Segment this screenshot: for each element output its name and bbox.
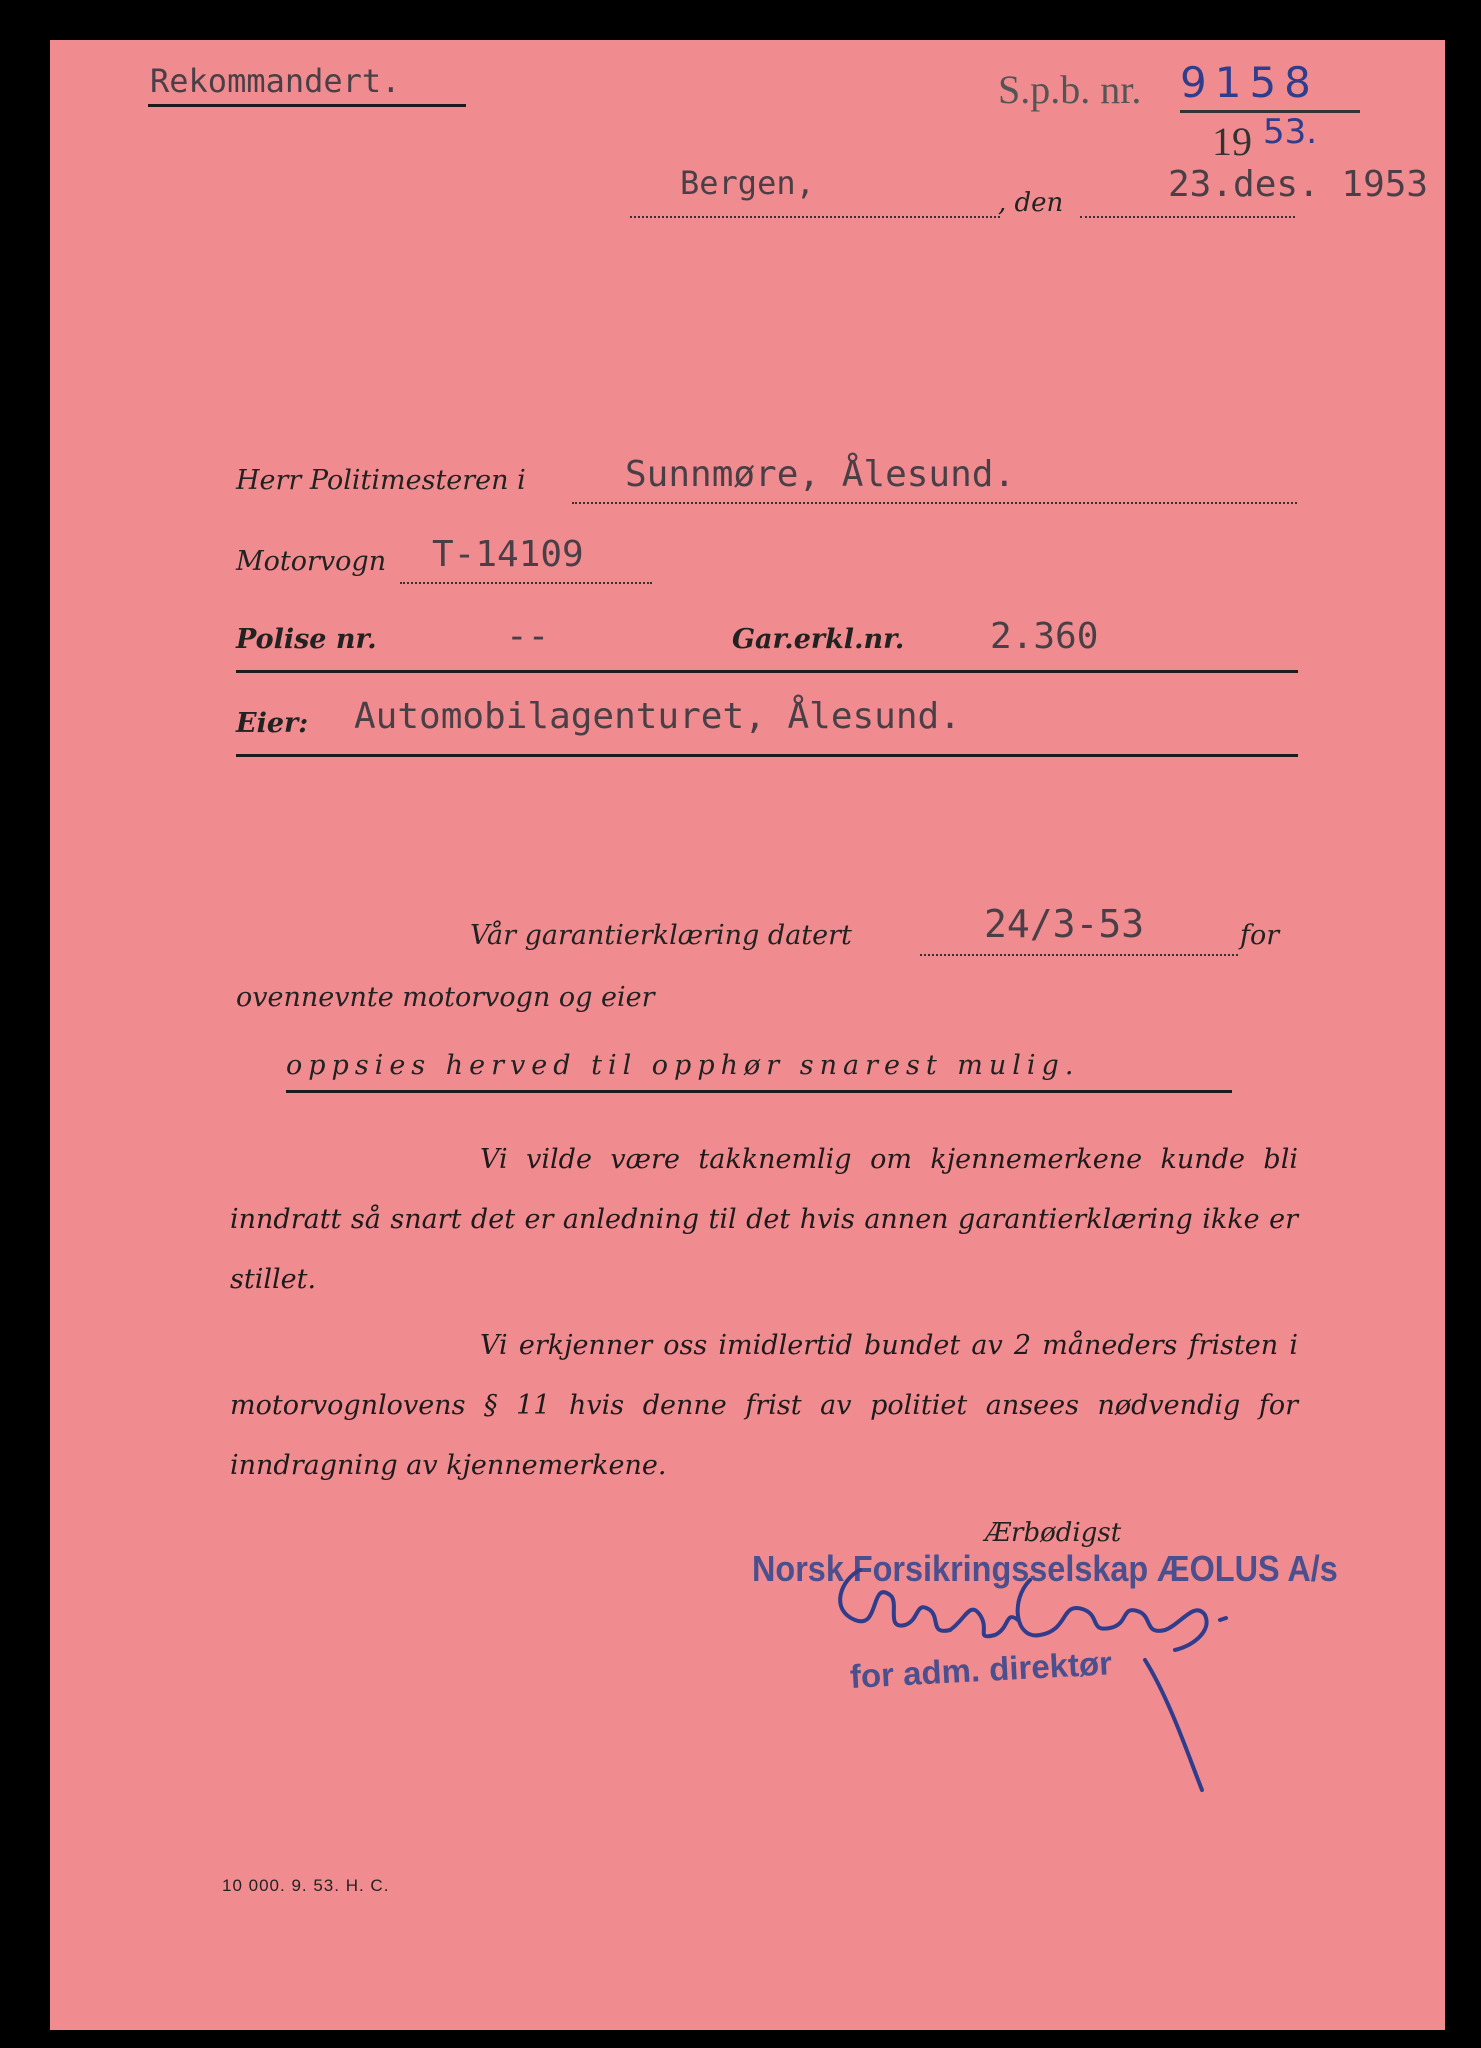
spb-number: 9158 [1180,58,1319,107]
body-line2: ovennevnte motorvogn og eier [236,982,655,1013]
polise-label: Polise nr. [236,624,377,655]
polise-value: -- [506,616,550,657]
paragraph-2: Vi erkjenner oss imidlertid bundet av 2 måneders fristen i motorvognlovens § 11 hvis denne frist av politiet ansees nødvendig for inndragning av kjennemerkene. [230,1330,1298,1481]
spb-year-suffix: 53. [1263,112,1318,152]
termination-statement: oppsies herved til opphør snarest mulig. [286,1050,1080,1081]
motorvogn-label: Motorvogn [236,546,387,577]
motorvogn-dots [400,582,652,584]
garerkl-label: Gar.erkl.nr. [732,624,905,655]
body-line1-suffix: for [1240,920,1280,951]
print-code: 10 000. 9. 53. H. C. [222,1876,390,1895]
termination-underline [286,1090,1232,1093]
company-stamp: Norsk Forsikringsselskap ÆOLUS A/s [752,1548,1338,1589]
recipient-dots [572,502,1297,504]
registered-label: Rekommandert. [150,62,401,100]
registered-underline [148,104,466,107]
spb-label: S.p.b. nr. [998,67,1142,112]
document-date: 23.des. 1953 [1168,164,1429,205]
eier-value: Automobilagenturet, Ålesund. [354,696,961,737]
body-date-value: 24/3-53 [984,902,1145,946]
document-page [50,40,1445,2030]
garerkl-value: 2.360 [990,616,1099,657]
motorvogn-value: T-14109 [432,534,584,575]
paragraph-1: Vi vilde være takknemlig om kjennemerkene kunde bli inndratt så snart det er anledning til det hvis annen garantierklæring ikke er stillet. [230,1144,1298,1295]
place-city: Bergen, [680,164,815,202]
body-date-dots [920,954,1238,956]
body-line1-prefix: Vår garantierklæring datert [470,920,852,951]
recipient-label: Herr Politimesteren i [236,465,526,496]
eier-label: Eier: [236,708,309,739]
spb-year-prefix: 19 [1212,119,1252,164]
recipient-value: Sunnmøre, Ålesund. [625,454,1016,495]
city-dots [630,216,1000,218]
eier-rule [236,754,1298,757]
closing-greeting: Ærbødigst [985,1518,1122,1548]
polise-rule [236,670,1298,673]
stamp-title: for adm. direktør [849,1644,1113,1695]
den-label: , den [998,188,1064,218]
date-dots [1080,216,1295,218]
